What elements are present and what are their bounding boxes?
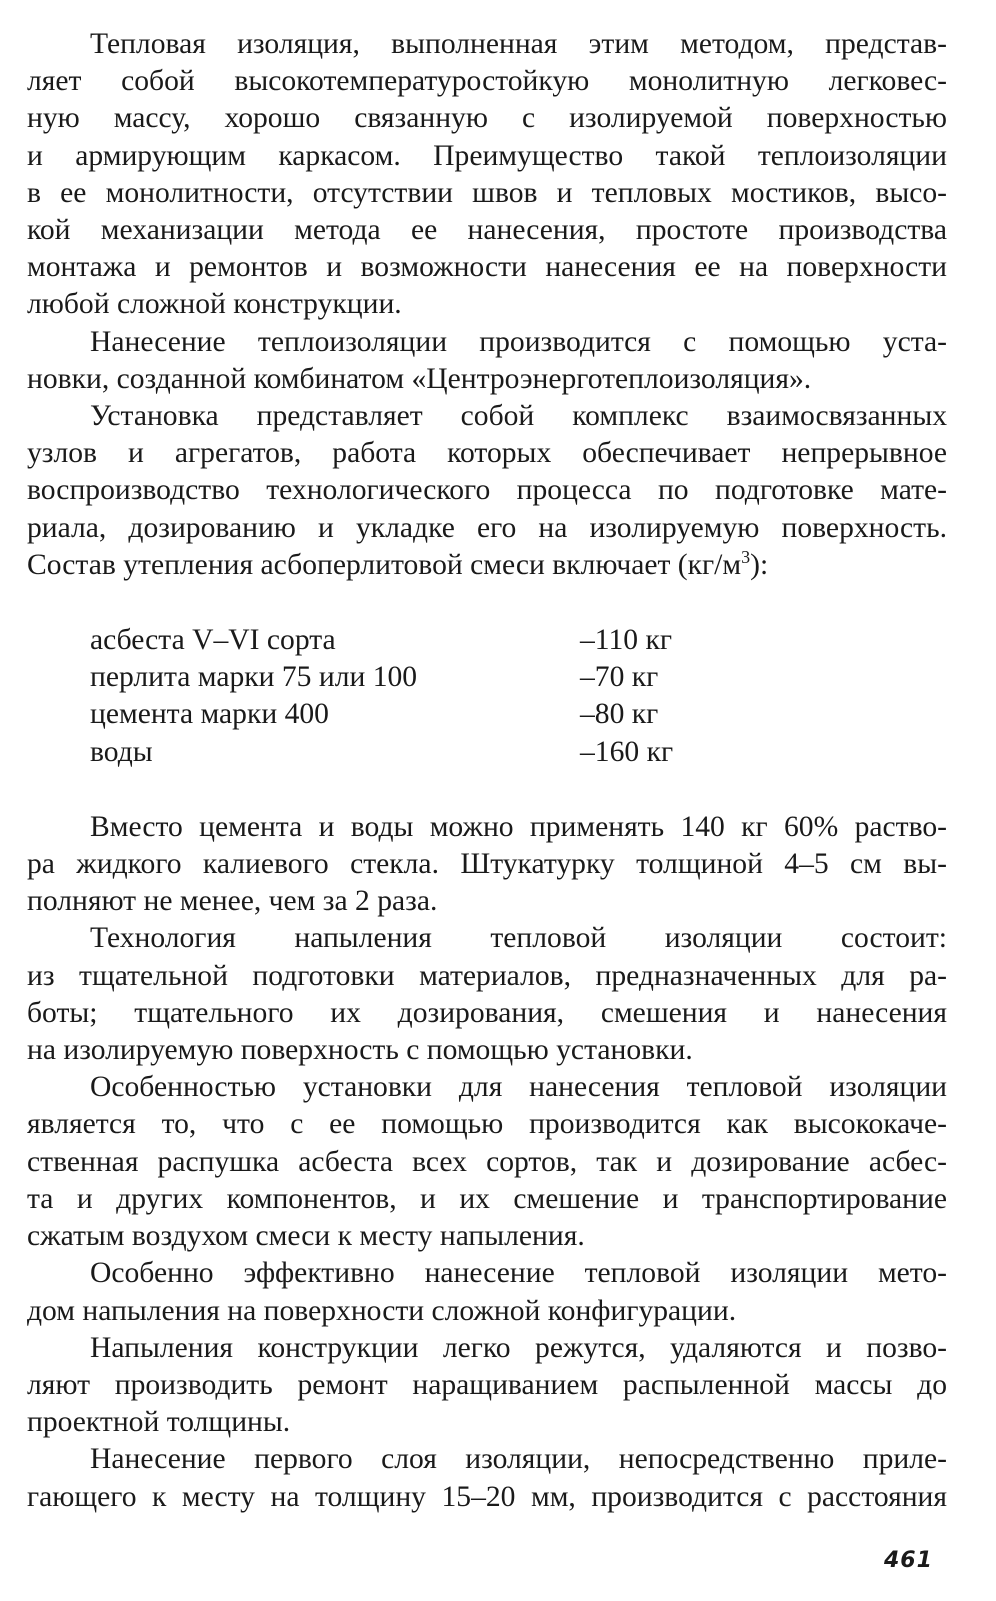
paragraph-insulation-properties (27, 26, 947, 324)
text-line: Установка представляет собой комплекс взаимосвязанных (90, 400, 947, 433)
composition-row (90, 622, 730, 659)
composition-row (90, 696, 730, 733)
component-amount: –160 кг (580, 735, 674, 768)
text-line: дом напыления на поверхности сложной конфигурации. (27, 1294, 737, 1327)
text-line: в ее монолитности, отсутствии швов и тепловых мостиков, высо- (27, 176, 947, 209)
text-line: сжатым воздухом смеси к месту напыления. (27, 1220, 585, 1253)
text-line: Вместо цемента и воды можно применять 140 кг 60% раство- (90, 810, 947, 843)
text-line: проектной толщины. (27, 1406, 291, 1439)
text-line: любой сложной конструкции. (27, 288, 402, 321)
text-line: боты; тщательного их дозирования, смешения и нанесения (27, 996, 947, 1029)
text-line: та и других компонентов, и их смешение и транспортирование (27, 1182, 947, 1215)
paragraph-alternative-mix (27, 809, 947, 921)
text-line: и армирующим каркасом. Преимущество такой теплоизоляции (27, 139, 947, 172)
page-number: 461 (884, 1548, 933, 1573)
text-line: ственная распушка асбеста всех сортов, так и дозирование асбес- (27, 1145, 947, 1178)
component-amount: –70 кг (580, 661, 659, 694)
composition-intro (27, 547, 947, 584)
page-body (27, 26, 947, 1516)
text-line: из тщательной подготовки материалов, предназначенных для ра- (27, 959, 947, 992)
component-name: воды (90, 735, 153, 768)
text-line: Нанесение первого слоя изоляции, непосредственно приле- (90, 1443, 947, 1476)
composition-intro-suffix: ): (750, 548, 769, 581)
component-name: цемента марки 400 (90, 698, 329, 731)
text-line: ляют производить ремонт наращиванием распыленной массы до (27, 1368, 947, 1401)
paragraph-installation-features (27, 1069, 947, 1255)
text-line: ляет собой высокотемпературостойкую монолитную легковес- (27, 65, 947, 98)
paragraph-repair (27, 1330, 947, 1442)
text-line: ра жидкого калиевого стекла. Штукатурку толщиной 4–5 см вы- (27, 848, 947, 881)
text-line: Тепловая изоляция, выполненная этим методом, представ- (90, 28, 947, 60)
text-line: Особенностью установки для нанесения тепловой изоляции (90, 1071, 947, 1104)
component-amount: –110 кг (580, 624, 673, 657)
text-line: Нанесение теплоизоляции производится с помощью уста- (90, 325, 947, 358)
composition-row (90, 734, 730, 771)
text-line: ную массу, хорошо связанную с изолируемой поверхностью (27, 102, 947, 135)
text-line: риала, дозированию и укладке его на изолируемую поверхность. (27, 511, 947, 544)
text-line: Технология напыления тепловой изоляции состоит: (90, 922, 947, 955)
text-line: монтажа и ремонтов и возможности нанесения ее на поверхности (27, 251, 947, 284)
composition-table (90, 622, 730, 771)
component-amount: –80 кг (580, 698, 659, 731)
paragraph-spraying-technology (27, 920, 947, 1069)
component-name: перлита марки 75 или 100 (90, 661, 418, 694)
text-line: является то, что с ее помощью производится как высококаче- (27, 1108, 947, 1141)
text-line: полняют не менее, чем за 2 раза. (27, 885, 438, 918)
text-line: кой механизации метода ее нанесения, простоте производства (27, 214, 947, 247)
text-line: Особенно эффективно нанесение тепловой изоляции мето- (90, 1257, 947, 1290)
composition-intro-sup: 3 (741, 546, 751, 567)
text-line: воспроизводство технологического процесса по подготовке мате- (27, 474, 947, 507)
text-line: новки, созданной комбинатом «Центроэнерготеплоизоляция». (27, 362, 812, 395)
paragraph-efficiency (27, 1255, 947, 1329)
paragraph-first-layer (27, 1441, 947, 1515)
text-line: на изолируемую поверхность с помощью установки. (27, 1034, 693, 1067)
component-name: асбеста V–VI сорта (90, 624, 336, 657)
text-line: узлов и агрегатов, работа которых обеспечивает непрерывное (27, 437, 947, 470)
composition-row (90, 659, 730, 696)
text-line: Напыления конструкции легко режутся, удаляются и позво- (90, 1331, 947, 1364)
paragraph-installation-intro (27, 324, 947, 398)
composition-intro-prefix: Состав утепления асбоперлитовой смеси включает (кг/м (27, 548, 742, 581)
paragraph-installation-description (27, 398, 947, 584)
text-line: гающего к месту на толщину 15–20 мм, производится с расстояния (27, 1480, 947, 1513)
